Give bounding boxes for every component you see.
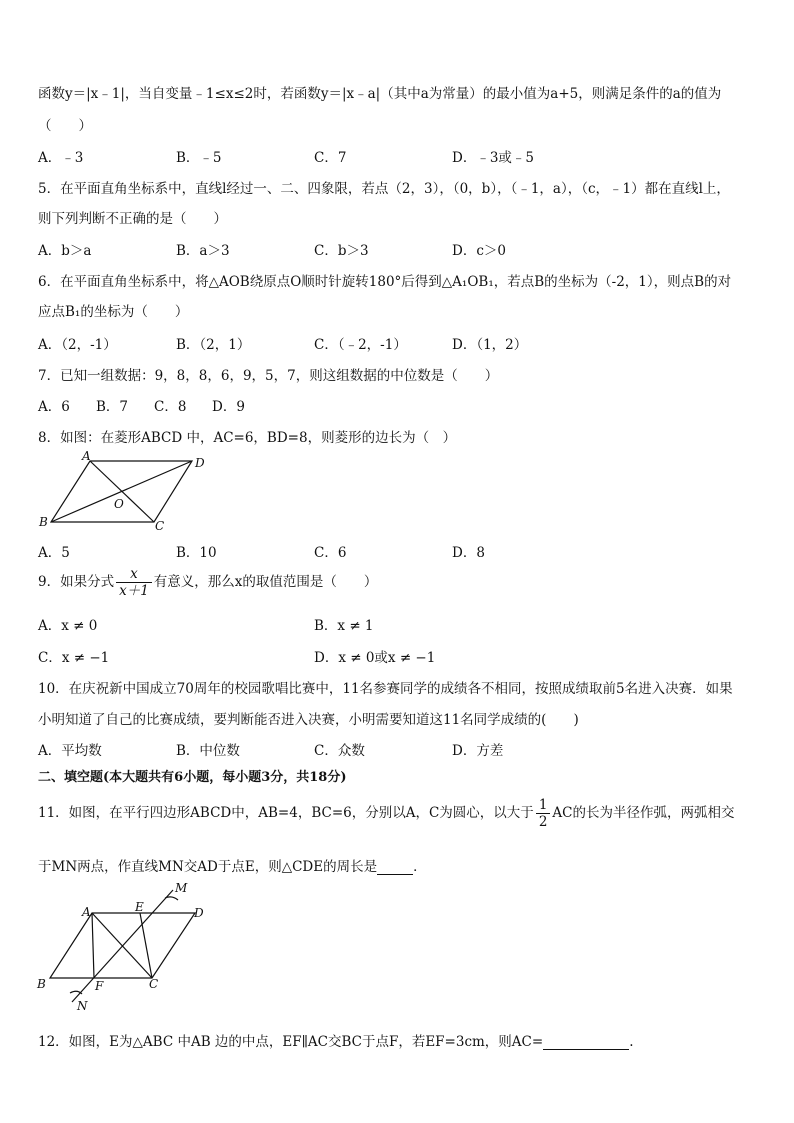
q8-rhombus-figure xyxy=(36,450,216,538)
label-m: M xyxy=(175,881,188,895)
q7-option-a: A．6 xyxy=(38,399,70,415)
q12-stem-end: . xyxy=(629,1034,634,1050)
q5-stem-line1: 5．在平面直角坐标系中，直线l经过一、二、四象限，若点（2，3），（0，b），（﹣1，a），（c，﹣1）都在直线l上， xyxy=(38,181,730,197)
q4-option-c: C．7 xyxy=(314,150,347,166)
segment-af xyxy=(92,913,94,978)
q5-options xyxy=(38,239,758,259)
label-b: B xyxy=(37,977,46,991)
q11-stem-line1 xyxy=(38,797,735,830)
section-heading-fill-in: 二、填空题(本大题共有6小题，每小题3分，共18分) xyxy=(38,770,347,785)
q12-answer-blank xyxy=(543,1033,629,1050)
q4-option-d: D．﹣3或﹣5 xyxy=(452,150,535,166)
label-f: F xyxy=(95,979,104,993)
q10-option-b: B．中位数 xyxy=(176,743,240,759)
q9-stem-pre: 9．如果分式 xyxy=(38,574,115,590)
q11-stem-line2 xyxy=(38,855,427,875)
label-o: O xyxy=(114,497,124,511)
q11-stem-end: ． xyxy=(413,859,427,875)
q7-stem: 7．已知一组数据：9，8，8，6，9，5，7，则这组数据的中位数是（ ） xyxy=(38,368,499,384)
q9-option-a: A．x ≠ 0 xyxy=(38,618,98,634)
q10-stem-line2: 小明知道了自己的比赛成绩，要判断能否进入决赛，小明需要知道这11名同学成绩的( ) xyxy=(38,712,579,728)
q8-stem: 8．如图：在菱形ABCD 中，AC=6，BD=8，则菱形的边长为（ ） xyxy=(38,430,457,446)
q10-option-d: D．方差 xyxy=(452,743,504,759)
q6-stem-line2: 应点B₁的坐标为（ ） xyxy=(38,304,189,320)
q4-options xyxy=(38,146,758,166)
q9-stem xyxy=(38,566,377,599)
q9-options-row1 xyxy=(38,614,758,634)
q9-frac-numerator: x xyxy=(116,566,152,583)
q8-options xyxy=(38,541,758,561)
q6-option-d: D．（1，2） xyxy=(452,337,528,353)
q11-parallelogram-figure xyxy=(30,878,220,1018)
q6-options xyxy=(38,333,758,353)
q9-option-b: B．x ≠ 1 xyxy=(314,618,374,634)
q9-fraction xyxy=(116,566,152,599)
q6-option-c: C．（﹣2，-1） xyxy=(314,337,407,353)
q8-option-a: A．5 xyxy=(38,545,70,561)
label-c: C xyxy=(155,519,165,533)
q9-frac-denominator: x＋1 xyxy=(119,583,149,599)
q9-options-row2 xyxy=(38,646,758,666)
diagonal-bd xyxy=(51,461,192,522)
q8-option-c: C．6 xyxy=(314,545,347,561)
q11-fraction xyxy=(536,797,551,830)
q10-option-c: C．众数 xyxy=(314,743,365,759)
q11-frac-numerator: 1 xyxy=(536,797,551,814)
q6-option-b: B．（2，1） xyxy=(176,337,251,353)
q12-stem-text: 12．如图，E为△ABC 中AB 边的中点，EF∥AC交BC于点F，若EF=3cm，则AC= xyxy=(38,1034,544,1050)
q4-stem-line2: （ ） xyxy=(38,118,92,134)
q6-stem-line1: 6．在平面直角坐标系中，将△AOB绕原点O顺时针旋转180°后得到△A₁OB₁，若点B的坐标为（-2，1），则点B的对 xyxy=(38,274,732,290)
q11-stem-post: AC的长为半径作弧，两弧相交 xyxy=(552,805,735,821)
q7-options xyxy=(38,395,758,415)
q8-option-d: D．8 xyxy=(452,545,485,561)
q9-stem-post: 有意义，那么x的取值范围是（ ） xyxy=(153,574,378,590)
segment-ce xyxy=(140,913,152,978)
q9-option-d: D．x ≠ 0或x ≠ −1 xyxy=(314,650,436,666)
label-a: A xyxy=(82,905,91,919)
q11-answer-blank xyxy=(377,858,413,875)
q7-option-d: D．9 xyxy=(212,399,245,415)
q6-option-a: A．（2，-1） xyxy=(38,337,117,353)
q5-option-a: A．b＞a xyxy=(38,243,92,259)
label-a: A xyxy=(82,450,91,463)
label-n: N xyxy=(77,999,88,1013)
q5-option-b: B．a＞3 xyxy=(176,243,230,259)
q10-stem-line1: 10．在庆祝新中国成立70周年的校园歌唱比赛中，11名参赛同学的成绩各不相同，按照成绩取前5名进入决赛．如果 xyxy=(38,681,733,697)
q12-stem xyxy=(38,1030,634,1050)
q7-option-b: B．7 xyxy=(96,399,129,415)
q8-option-b: B．10 xyxy=(176,545,217,561)
label-d: D xyxy=(195,456,205,470)
q9-option-c: C．x ≠ −1 xyxy=(38,650,110,666)
arc-m xyxy=(165,897,178,900)
q4-option-b: B．﹣5 xyxy=(176,150,222,166)
label-d: D xyxy=(194,906,204,920)
label-e: E xyxy=(135,900,144,914)
q10-option-a: A．平均数 xyxy=(38,743,102,759)
q7-option-c: C．8 xyxy=(154,399,187,415)
q10-options xyxy=(38,739,758,759)
q4-option-a: A．﹣3 xyxy=(38,150,84,166)
label-c: C xyxy=(149,977,159,991)
q5-option-d: D．c＞0 xyxy=(452,243,506,259)
q5-stem-line2: 则下列判断不正确的是（ ） xyxy=(38,211,227,227)
q11-stem-pre: 11．如图，在平行四边形ABCD中，AB=4，BC=6，分别以A，C为圆心，以大于 xyxy=(38,805,534,821)
q11-stem-b: 于MN两点，作直线MN交AD于点E，则△CDE的周长是 xyxy=(38,859,378,875)
q5-option-c: C．b＞3 xyxy=(314,243,369,259)
label-b: B xyxy=(39,515,48,529)
q11-frac-denominator: 2 xyxy=(538,814,548,830)
q4-stem-line1: 函数y＝|x﹣1|，当自变量﹣1≤x≤2时，若函数y＝|x﹣a|（其中a为常量）的最小值为a+5，则满足条件的a的值为 xyxy=(38,86,722,102)
